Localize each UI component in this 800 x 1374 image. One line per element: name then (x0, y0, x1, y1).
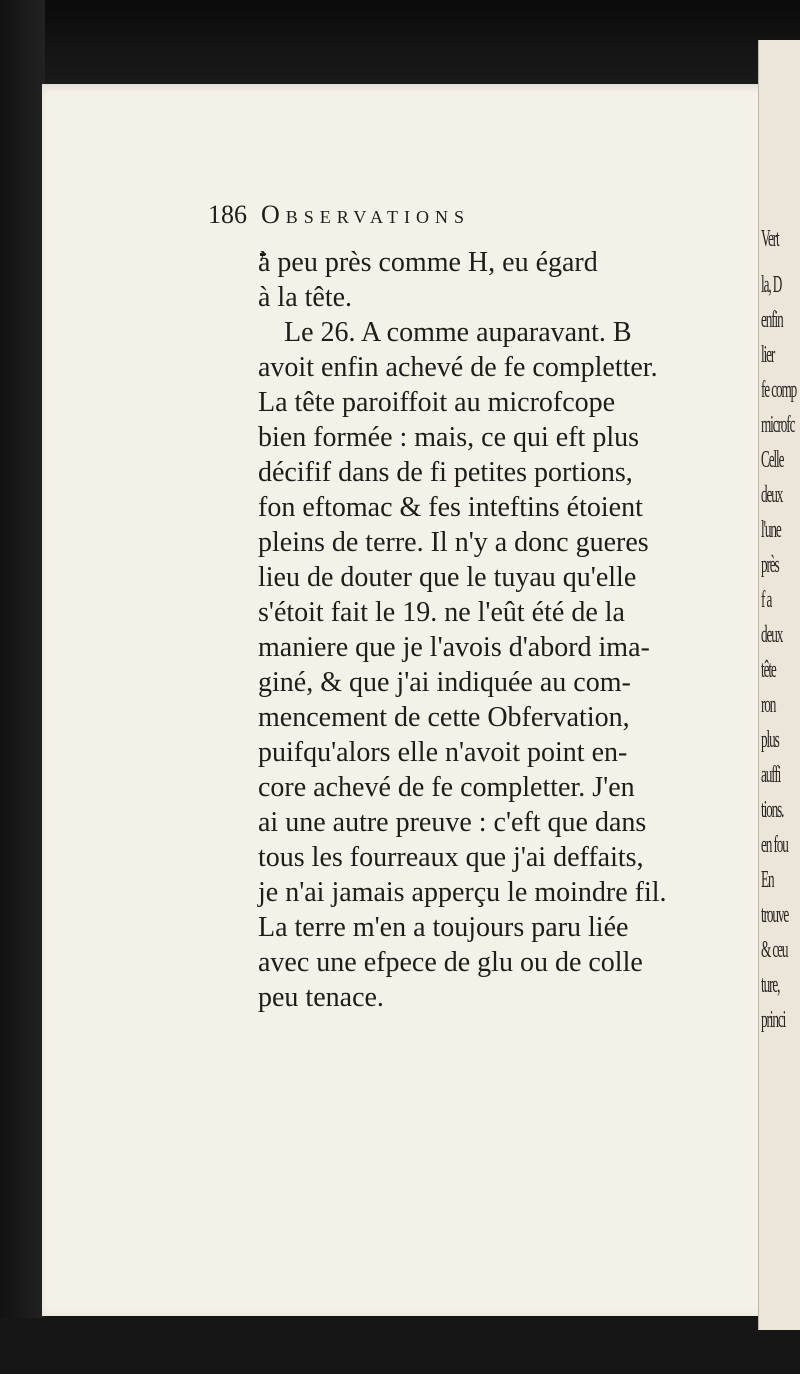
text-line: pleins de terre. Il n'y a donc gueres (258, 527, 649, 558)
text-line: maniere que je l'avois d'abord ima- (258, 632, 650, 663)
facing-line: enfin (761, 307, 783, 333)
facing-page-edge (758, 40, 800, 1330)
text-line: Le 26. A comme auparavant. B (284, 317, 632, 348)
running-title: Observations (261, 200, 471, 229)
facing-line: Celle (761, 447, 784, 473)
text-line: je n'ai jamais apperçu le moindre fil. (258, 877, 667, 908)
facing-line: tête (761, 657, 776, 683)
facing-line: deux (761, 482, 783, 508)
text-line: s'étoit fait le 19. ne l'eût été de la (258, 597, 625, 628)
facing-line: princi (761, 1007, 786, 1033)
body-text (258, 245, 667, 1015)
background-top (0, 0, 800, 90)
facing-line: auffi (761, 762, 781, 788)
text-line: à peu près comme H, eu égard (258, 247, 598, 278)
facing-line: microfc (761, 412, 795, 438)
facing-line: ture, (761, 972, 780, 998)
text-line: La tête paroiffoit au microfcope (258, 387, 616, 418)
text-line: à la tête. (258, 282, 353, 313)
facing-line: plus (761, 727, 779, 753)
facing-line: trouve (761, 902, 789, 928)
text-line: avoit enfin achevé de fe completter. (258, 352, 658, 383)
text-line: puifqu'alors elle n'avoit point en- (258, 737, 628, 768)
facing-line: fe comp (761, 377, 797, 403)
running-head (208, 200, 628, 240)
facing-line: & ceu (761, 937, 788, 963)
facing-line: En (761, 867, 774, 893)
text-line: core achevé de fe completter. J'en (258, 772, 635, 803)
facing-line: deux (761, 622, 783, 648)
background-left (0, 0, 45, 1374)
text-line: La terre m'en a toujours paru liée (258, 912, 629, 943)
text-line: avec une efpece de glu ou de colle (258, 947, 643, 978)
facing-line: ron (761, 692, 776, 718)
text-line: mencement de cette Obfervation, (258, 702, 630, 733)
facing-line: lier (761, 342, 775, 368)
text-line: bien formée : mais, ce qui eft plus (258, 422, 639, 453)
text-line: lieu de douter que le tuyau qu'elle (258, 562, 637, 593)
facing-line: tions. (761, 797, 784, 823)
text-line: fon eftomac & fes inteftins étoient (258, 492, 643, 523)
facing-line: f a (761, 587, 772, 613)
text-line: tous les fourreaux que j'ai deffaits, (258, 842, 644, 873)
background-bottom (0, 1318, 800, 1374)
facing-line: la, D (761, 272, 782, 298)
text-line: giné, & que j'ai indiquée au com- (258, 667, 631, 698)
text-line: peu tenace. (258, 982, 384, 1013)
text-line: décifif dans de fi petites portions, (258, 457, 633, 488)
facing-line: près (761, 552, 779, 578)
text-line: ai une autre preuve : c'eft que dans (258, 807, 647, 838)
facing-line: Vert (761, 226, 779, 252)
facing-line: en fou (761, 832, 788, 858)
page-number: 186 (208, 200, 247, 229)
facing-line: l'une (761, 517, 781, 543)
